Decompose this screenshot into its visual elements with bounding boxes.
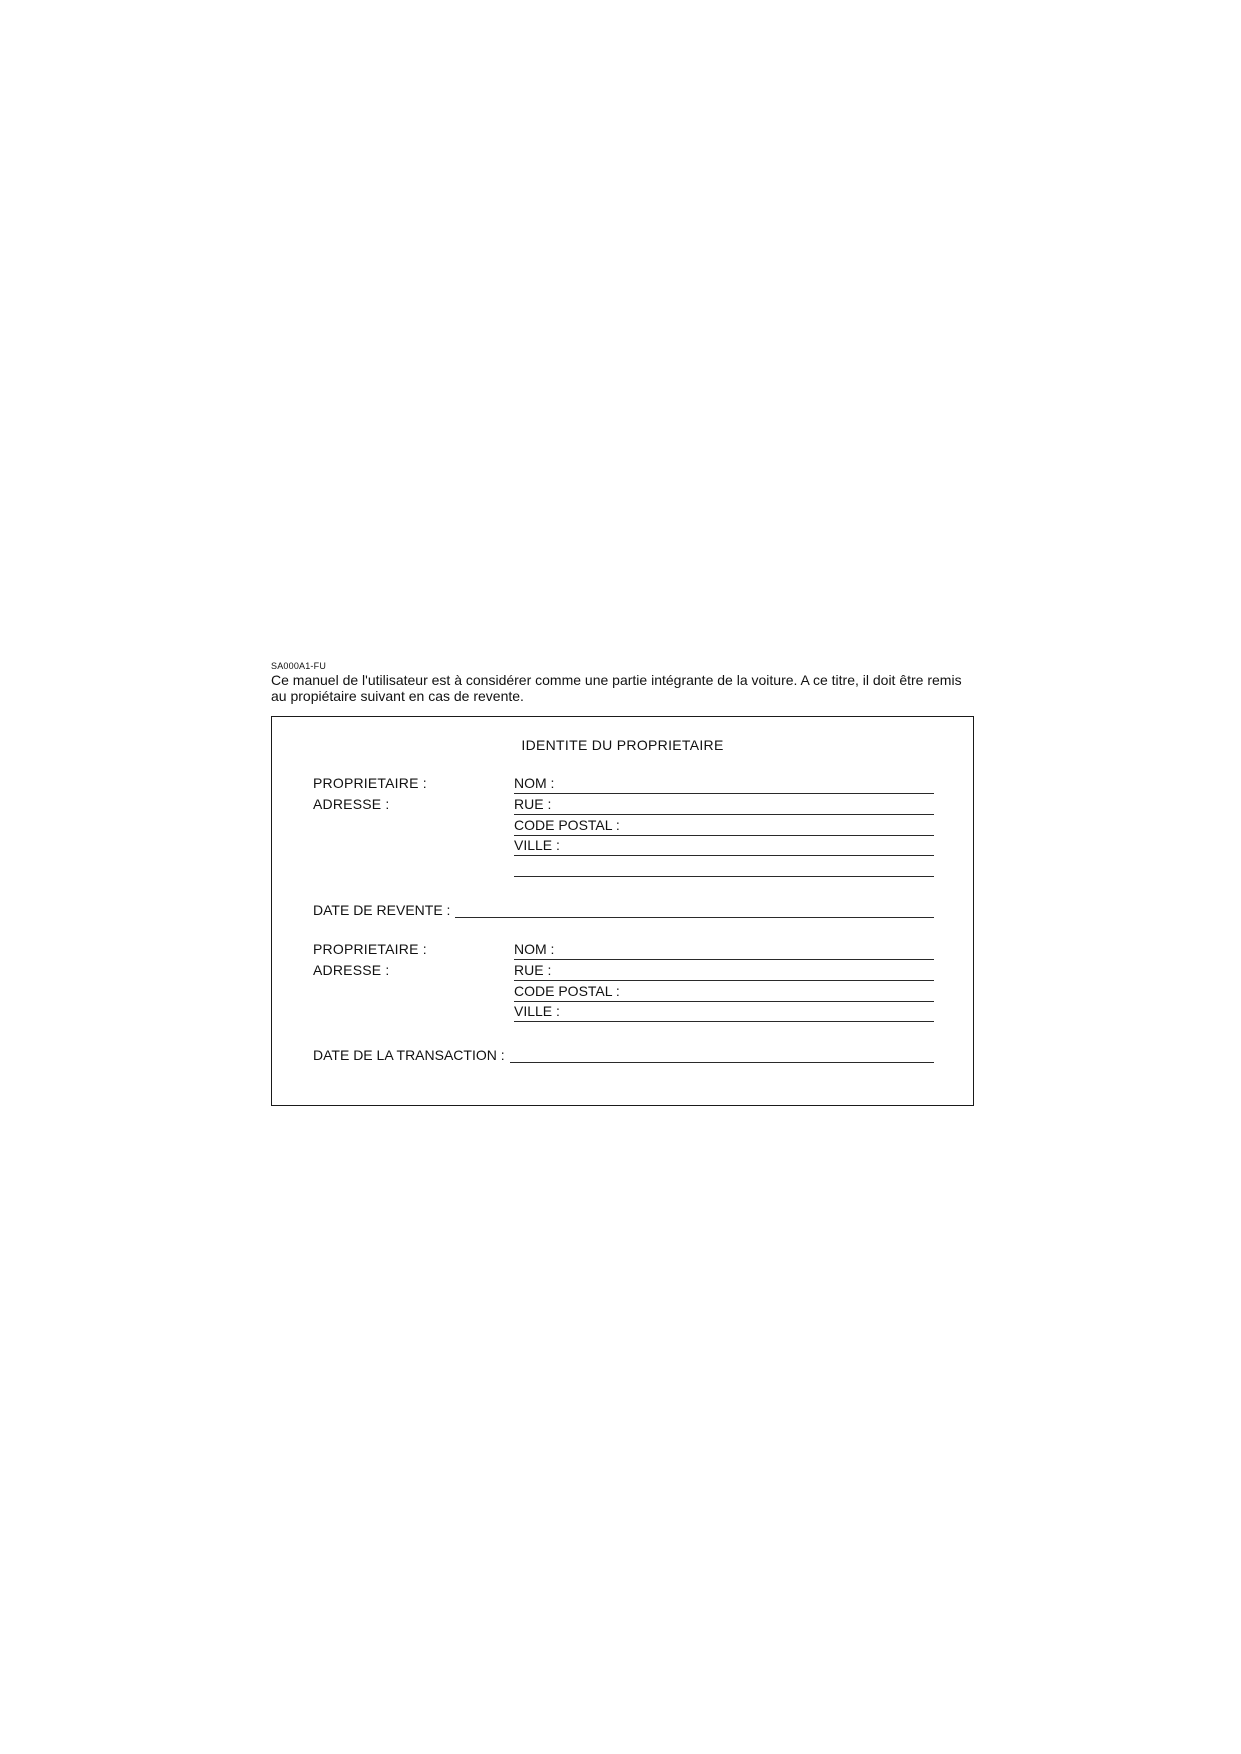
nom-label-1: NOM : — [514, 775, 555, 791]
code-postal-label-1: CODE POSTAL : — [514, 817, 620, 833]
address-extra-line-1[interactable] — [514, 858, 934, 877]
transaction-date-field[interactable] — [313, 1044, 934, 1063]
ville-label-2: VILLE : — [514, 1003, 560, 1019]
owner-identity-form — [271, 716, 974, 1106]
resale-date-line — [455, 899, 934, 918]
resale-date-field[interactable] — [313, 899, 934, 918]
address-label-1: ADRESSE : — [313, 796, 390, 812]
ville-label-1: VILLE : — [514, 837, 560, 853]
document-code: SA000A1-FU — [271, 661, 327, 671]
rue-field-2[interactable] — [514, 962, 934, 981]
nom-field-2[interactable] — [514, 941, 934, 960]
transaction-date-label: DATE DE LA TRANSACTION : — [313, 1047, 505, 1063]
rue-label-2: RUE : — [514, 962, 552, 978]
address-label-2: ADRESSE : — [313, 962, 390, 978]
owner-label-2: PROPRIETAIRE : — [313, 941, 427, 957]
nom-label-2: NOM : — [514, 941, 555, 957]
code-postal-label-2: CODE POSTAL : — [514, 983, 620, 999]
transaction-date-line — [510, 1044, 934, 1063]
form-title: IDENTITE DU PROPRIETAIRE — [521, 737, 724, 753]
resale-date-label: DATE DE REVENTE : — [313, 902, 451, 918]
nom-field-1[interactable] — [514, 775, 934, 794]
intro-line-2: au propiétaire suivant en cas de revente. — [271, 688, 524, 704]
code-postal-field-1[interactable] — [514, 817, 934, 836]
owner-label-1: PROPRIETAIRE : — [313, 775, 427, 791]
code-postal-field-2[interactable] — [514, 983, 934, 1002]
intro-paragraph — [271, 672, 977, 704]
rue-label-1: RUE : — [514, 796, 552, 812]
ville-field-1[interactable] — [514, 837, 934, 856]
ville-field-2[interactable] — [514, 1003, 934, 1022]
intro-line-1: Ce manuel de l'utilisateur est à considérer comme une partie intégrante de la voiture. A ce titre, il doit être remis — [271, 672, 962, 688]
rue-field-1[interactable] — [514, 796, 934, 815]
